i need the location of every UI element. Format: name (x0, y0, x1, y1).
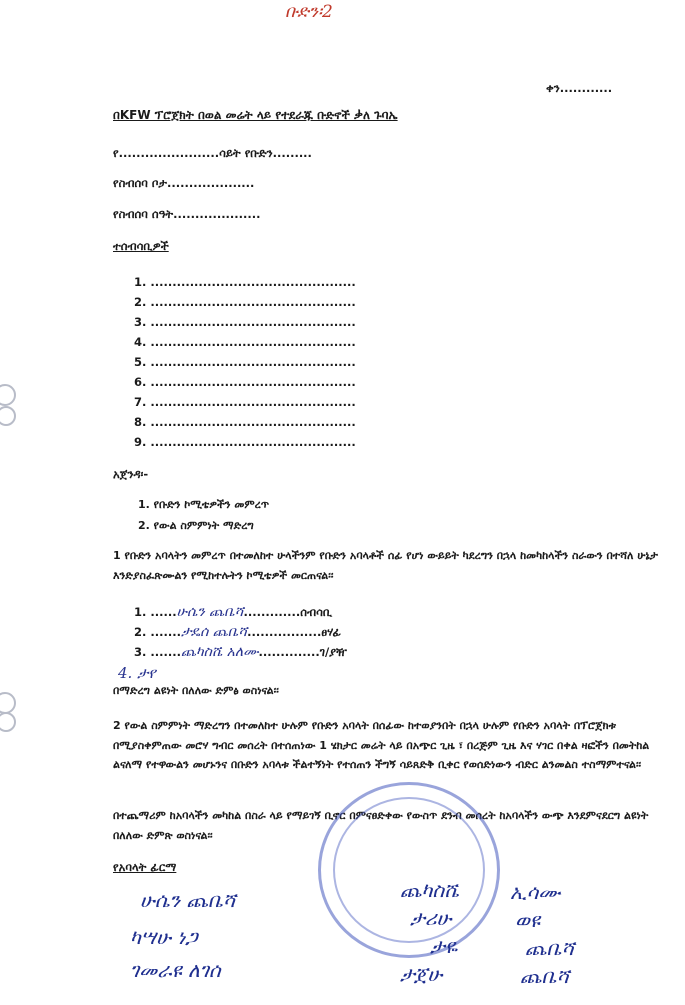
member-signature: ጨቤሻ (525, 936, 575, 960)
date-field: ቀን............ (546, 81, 613, 95)
meeting-place-field: የስብሰባ ቦታ.................... (113, 176, 255, 190)
committee-row (134, 644, 347, 660)
attendee-line: 3. ............................................... (134, 315, 356, 329)
attendee-line: 2. ............................................... (134, 295, 356, 309)
binder-hole (0, 692, 16, 714)
member-signature: ታጀሁ (400, 962, 443, 986)
attendee-line: 6. ............................................... (134, 375, 356, 389)
attendee-line: 5. ............................................... (134, 355, 356, 369)
signatures-heading: የአባላት ፊርማ (113, 860, 177, 874)
dotted-leader: .............. (258, 645, 320, 659)
meeting-time-field: የስብሰባ ሰዓት.................... (113, 207, 261, 221)
committee-number: 3. (134, 645, 147, 659)
member-signature: ኢሳሙ (510, 880, 561, 904)
official-seal (318, 782, 500, 958)
committee-role: ሰብሳቢ (300, 605, 332, 619)
attendee-line: 4. ............................................... (134, 335, 356, 349)
committee-row (134, 604, 332, 620)
member-signature: ጨቤሻ (520, 964, 570, 988)
committee-row (134, 624, 341, 640)
dotted-leader: ....... (150, 625, 181, 639)
binder-hole (0, 712, 16, 732)
attendee-line: 1. ............................................... (134, 275, 356, 289)
member-signature: ካሣሁ ነጋ (130, 925, 198, 949)
committee-number: 2. (134, 625, 147, 639)
attendee-line: 7. ............................................... (134, 395, 356, 409)
member-signature: ወዩ (515, 908, 540, 932)
member-signature: ጨካስሼ (400, 878, 459, 902)
member-signature: ታዬ (430, 934, 458, 958)
member-signature: ገመራዩ ለገሰ (130, 958, 221, 982)
handwritten-group-number: ቡድን፡2 (285, 2, 333, 22)
committee-name: ታዴሰ ጨቤሻ (180, 624, 248, 640)
member-signature: ታሪሁ (410, 906, 452, 930)
consensus-line: በማድረግ ልዩነት በለለው ድምፅ ወስነናል፡፡ (113, 684, 279, 697)
agenda-item: 2. የውል ስምምነት ማድረግ (138, 519, 254, 532)
committee-role: ገ/ያዥ (319, 645, 347, 659)
page-title: በKFW ፕሮጀክት በወል መሬት ላይ የተደራጁ ቡድኖች ቃለ ጉባኤ (113, 108, 398, 122)
paragraph-committee: 1 የቡድን አባላትን መምረጥ በተመለከተ ሁላችንም የቡድን አባላቶች ሰፊ የሆነ ውይይት ካደረግን በኋላ ከመካከላችን ስራውን በተሻለ ሁኔታ እንድያስፈጽሙልን የሚከተሉትን ኮሚቴዎች መርጠናል፡፡ (113, 549, 659, 582)
attendee-line: 9. ............................................... (134, 435, 356, 449)
group-field: የ.......................ሳይት የቡድን......... (113, 146, 312, 160)
dotted-leader: ................. (247, 625, 322, 639)
attendee-line: 8. ............................................... (134, 415, 356, 429)
member-signature: ሁሴን ጨቤሻ (140, 888, 236, 912)
handwritten-extra-member: 4. ታየ (118, 664, 156, 682)
dotted-leader: ....... (150, 645, 181, 659)
binder-hole (0, 406, 16, 426)
committee-name: ጨካስሼ አለሙ (180, 644, 259, 660)
binder-hole (0, 384, 16, 406)
attendees-heading: ተሰብሳቢዎች (113, 239, 169, 253)
committee-name: ሁሴን ጨቤሻ (176, 604, 244, 620)
dotted-leader: ............. (243, 605, 301, 619)
agenda-heading: አጀንዳ፡- (113, 467, 149, 481)
paragraph-additional: በተጨማሪም ከአባላችን መካከል በስራ ላይ የማይገኝ ቢኖር በምናፀድቀው የውስጥ ደንብ መሰረት ከአባላችን ውጭ እንደምናደርግ ልዩነት በለለው ድምጽ ወስነናል፡፡ (113, 809, 649, 842)
agenda-item: 1. የቡድን ኮሚቴዎችን መምረጥ (138, 498, 270, 511)
dotted-leader: ...... (150, 605, 177, 619)
committee-number: 1. (134, 605, 147, 619)
paragraph-agreement: 2 የውል ስምምነት ማድረግን በተመለከተ ሁሉም የቡድን አባላት በሰፊው ከተወያንበት በኋላ ሁሉም የቡድን አባላት በፕሮጀክቱ በሚያስቀምጠው መሮሃ ግብር መሰረት በተሰጠነው 1 ሄክታር መሬት ላይ በአጭር ጊዜ ፣ በረጅም ጊዜ እና ሃገር በቀል ዛፎችን በመትከል ልናለማ የተዋውልን መሆኑንና በቡድን አባላቱ ችልተኝነት የተሰጠን ችግኝ ሳይጸድቅ ቢቀር የወሰድነውን ብድር ልንመልስ ተስማምተናል፡፡ (113, 719, 650, 771)
committee-role: ፀሃፊ (321, 625, 342, 639)
